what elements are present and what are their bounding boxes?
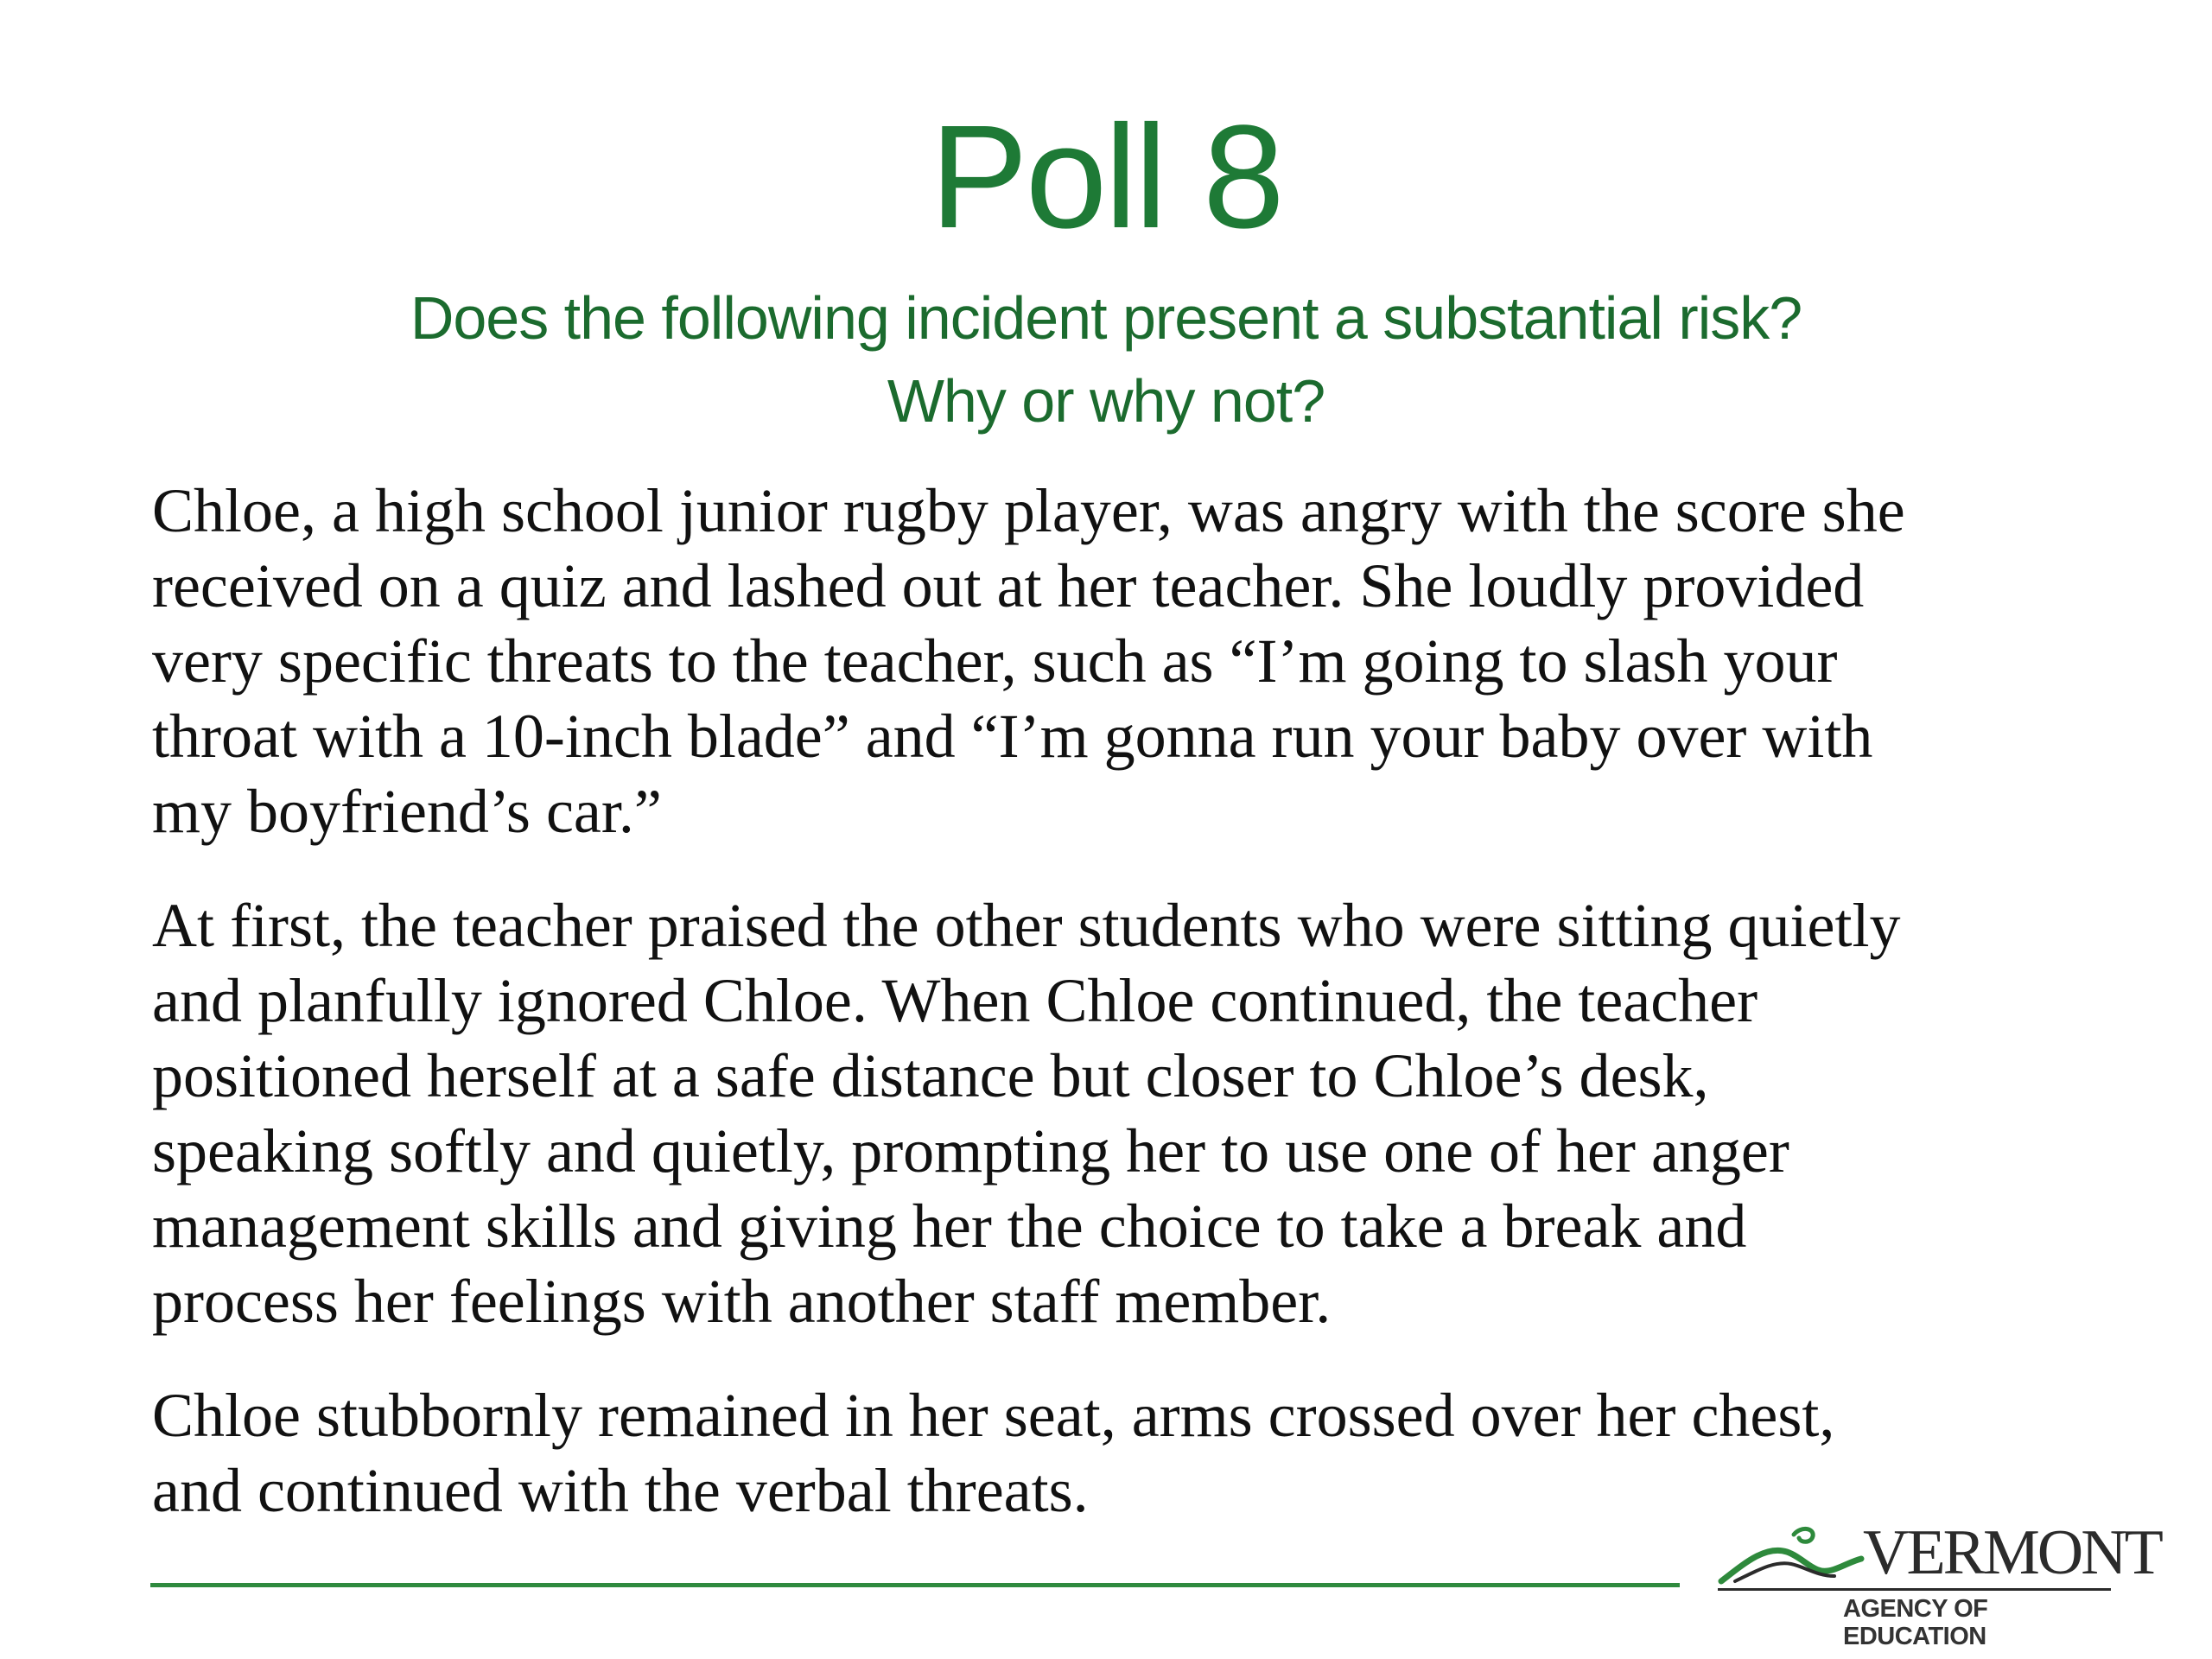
- footer-divider: [150, 1583, 1680, 1587]
- logo-agency-text: AGENCY OF EDUCATION: [1843, 1595, 1988, 1650]
- subtitle-line-2: Why or why not?: [887, 367, 1325, 435]
- scenario-paragraph-1: Chloe, a high school junior rugby player, was angry with the score she received on a quiz and lashed out at her teacher. She loudly provided very specific threats to the teacher, such as “I’m going to slash your throat with a 10-inch blade” and “I’m gonna run your baby over with my boyfriend’s car.”: [152, 476, 1905, 846]
- slide-title: Poll 8: [930, 95, 1282, 259]
- vermont-agency-logo: [1718, 1517, 2161, 1650]
- scenario-paragraph-2: At first, the teacher praised the other students who were sitting quietly and planfully ignored Chloe. When Chloe continued, the teacher positioned herself at a safe distance but closer to Chloe’s desk, speaking softly and quietly, prompting her to use one of her anger management skills and giving her the choice to take a break and process her feelings with another staff member.: [152, 891, 1901, 1336]
- slide-subtitle: [0, 276, 2212, 442]
- logo-underline: [1718, 1588, 2111, 1591]
- scenario-text: [152, 474, 2139, 1529]
- scenario-paragraph-3: Chloe stubbornly remained in her seat, arms crossed over her chest, and continued with the verbal threats.: [152, 1381, 1835, 1525]
- logo-wordmark: VERMONT: [1863, 1517, 2161, 1588]
- mountain-swoosh-icon: [1718, 1519, 1865, 1588]
- subtitle-line-1: Does the following incident present a substantial risk?: [410, 284, 1802, 352]
